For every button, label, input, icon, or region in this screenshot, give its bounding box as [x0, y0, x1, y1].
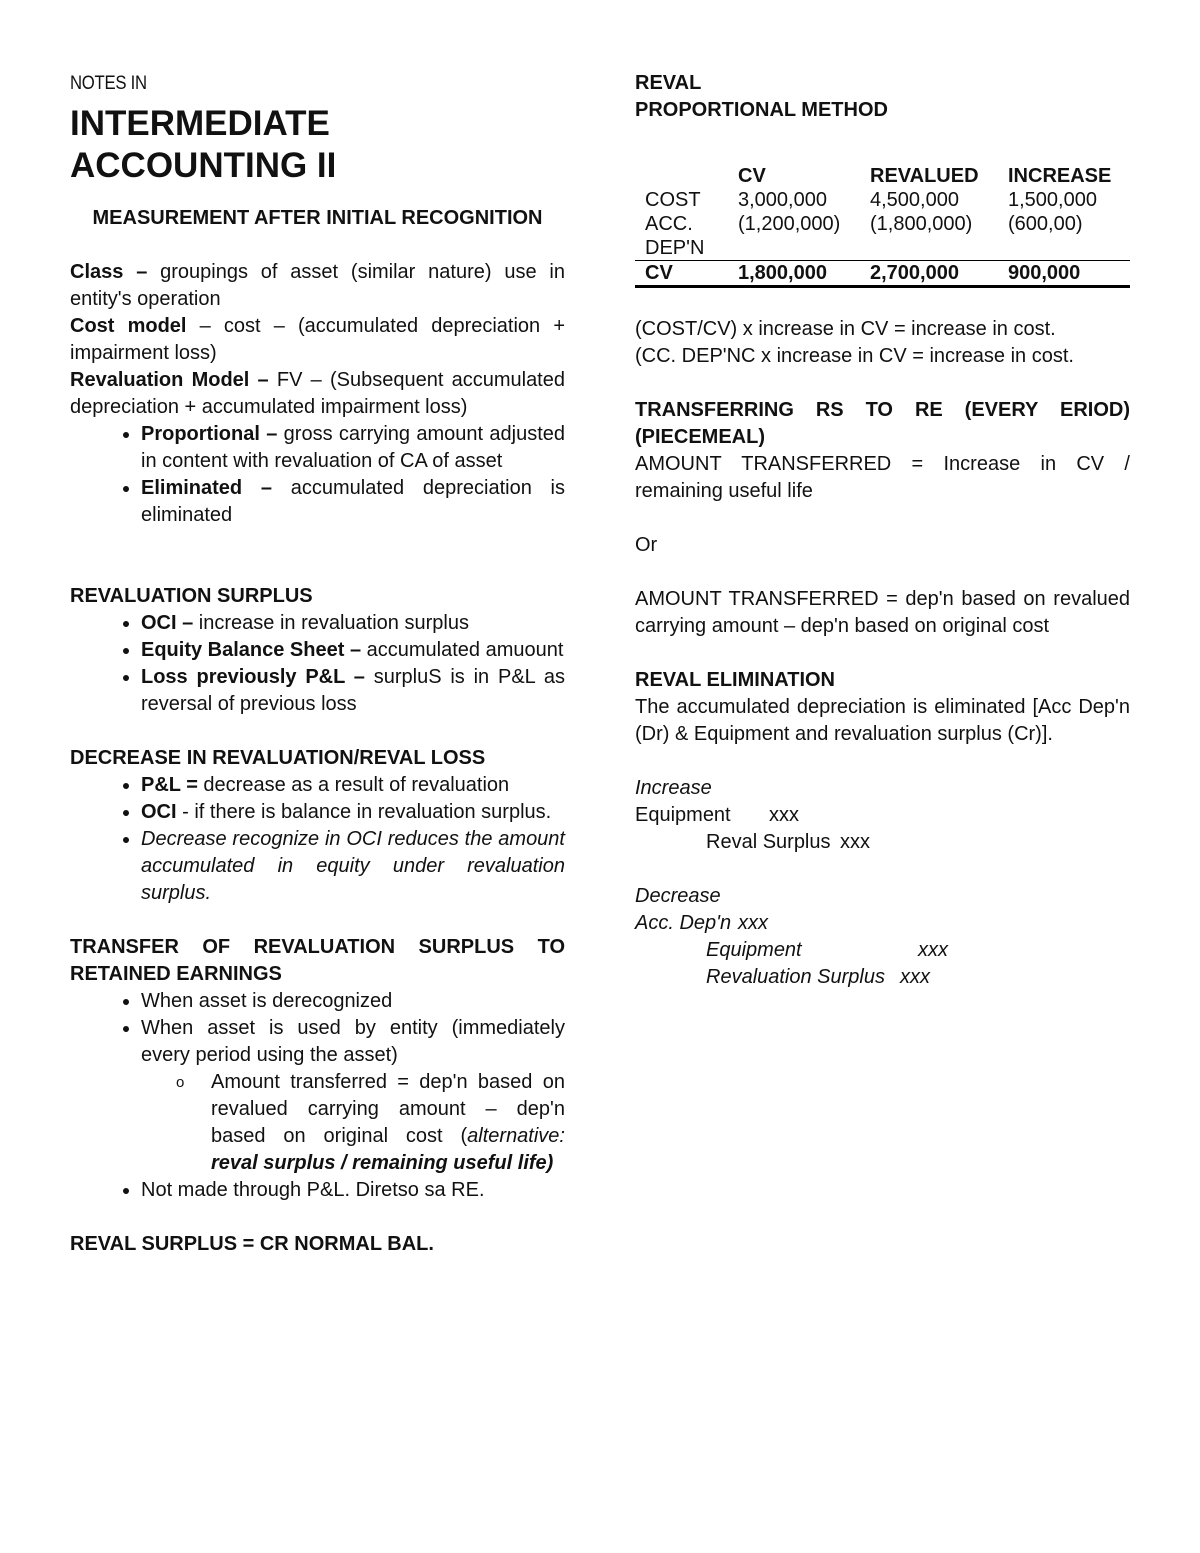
- list-item: • Proportional – gross carrying amount adjusted in content with revaluation of CA of asset: [141, 421, 565, 475]
- decrease-heading: DECREASE IN REVALUATION/REVAL LOSS: [70, 747, 486, 769]
- reval-heading: REVAL: [635, 72, 702, 94]
- table-header-cell: CV: [738, 165, 766, 187]
- proportional-table: [635, 164, 1130, 288]
- increase-entry-reval: Reval Surplus xxx: [706, 831, 870, 853]
- formula-cost: (COST/CV) x increase in CV = increase in cost.: [635, 318, 1056, 340]
- table-row: [635, 188, 1130, 212]
- amount-transferred-1: AMOUNT TRANSFERRED = Increase in CV / remaining useful life: [635, 453, 1130, 502]
- reval-elimination-heading: REVAL ELIMINATION: [635, 669, 835, 691]
- decrease-entry-acc-dep: Acc. Dep'n xxx: [635, 912, 768, 934]
- list-item: • Eliminated – accumulated depreciation is eliminated: [141, 475, 565, 529]
- revaluation-surplus-list: [70, 610, 565, 718]
- table-total-row: [635, 261, 1130, 287]
- transfer-heading: TRANSFER OF REVALUATION SURPLUS TO RETAINED EARNINGS: [70, 936, 565, 985]
- transfer-sublist: [141, 1069, 565, 1177]
- decrease-list: [70, 772, 565, 907]
- list-item: • Loss previously P&L – surpluS is in P&L as reversal of previous loss: [141, 664, 565, 718]
- table-cell: 1,800,000: [728, 261, 860, 287]
- table-cell: (1,800,000): [870, 213, 973, 235]
- table-header-cell: INCREASE: [1008, 165, 1112, 187]
- table-cell: 4,500,000: [870, 189, 959, 211]
- table-row: [635, 212, 1130, 261]
- table-cell: (1,200,000): [738, 213, 841, 235]
- table-cell: 900,000: [998, 261, 1130, 287]
- list-item: • P&L = decrease as a result of revaluation: [141, 772, 565, 799]
- table-cell: 1,500,000: [1008, 189, 1097, 211]
- document-title: [70, 103, 565, 187]
- transfer-list: [70, 988, 565, 1204]
- proportional-method-heading: PROPORTIONAL METHOD: [635, 99, 888, 121]
- table-cell: COST: [645, 189, 701, 211]
- cost-model-definition: Cost model – cost – (accumulated depreciation + impairment loss): [70, 315, 566, 364]
- list-item: • Equity Balance Sheet – accumulated amuount: [141, 637, 565, 664]
- list-item: • OCI – increase in revaluation surplus: [141, 610, 565, 637]
- table-cell: 3,000,000: [738, 189, 827, 211]
- reval-elimination-text: The accumulated depreciation is eliminated [Acc Dep'n (Dr) & Equipment and revaluation surplus (Cr)].: [635, 696, 1130, 745]
- right-column: [635, 70, 1130, 991]
- table-header-cell: REVALUED: [870, 165, 979, 187]
- list-item: • When asset is derecognized: [141, 988, 565, 1015]
- or-text: Or: [635, 534, 658, 556]
- table-cell: CV: [635, 261, 728, 287]
- class-definition: Class – groupings of asset (similar nature) use in entity's operation: [70, 261, 565, 310]
- decrease-label: Decrease: [635, 885, 721, 907]
- sublist-item: o Amount transferred = dep'n based on revalued carrying amount – dep'n based on original cost (alternative: reval surplus / remaining useful life): [211, 1069, 565, 1177]
- table-cell: (600,00): [1008, 213, 1083, 235]
- revaluation-model-list: [70, 421, 565, 529]
- table-cell: ACC. DEP'N: [645, 213, 705, 259]
- reval-surplus-normal-balance: REVAL SURPLUS = CR NORMAL BAL.: [70, 1233, 434, 1255]
- decrease-entry-equipment: Equipment xxx: [706, 939, 948, 961]
- formula-acc-dep: (CC. DEP'NC x increase in CV = increase in cost.: [635, 345, 1074, 367]
- list-item: • OCI - if there is balance in revaluation surplus.: [141, 799, 565, 826]
- measurement-heading: MEASUREMENT AFTER INITIAL RECOGNITION: [92, 207, 543, 229]
- title-line-2: ACCOUNTING II: [70, 146, 337, 185]
- left-column: [70, 70, 565, 1258]
- increase-label: Increase: [635, 777, 712, 799]
- table-header-row: [635, 164, 1130, 188]
- transferring-heading: TRANSFERRING RS TO RE (EVERY ERIOD) (PIECEMEAL): [635, 399, 1130, 448]
- list-item: • Not made through P&L. Diretso sa RE.: [141, 1177, 565, 1204]
- table-header-cell: [635, 164, 728, 188]
- notes-in-label: NOTES IN: [70, 73, 147, 94]
- decrease-entry-reval: Revaluation Surplus xxx: [706, 966, 930, 988]
- amount-transferred-2: AMOUNT TRANSFERRED = dep'n based on revalued carrying amount – dep'n based on original cost: [635, 588, 1130, 637]
- revaluation-surplus-heading: REVALUATION SURPLUS: [70, 585, 313, 607]
- title-line-1: INTERMEDIATE: [70, 104, 330, 143]
- list-item: • When asset is used by entity (immediately every period using the asset) o Amount transferred = dep'n based on revalued carrying amount – dep'n based on original cost (alternative: reval surplus / remaining useful life): [141, 1015, 565, 1177]
- table-cell: 2,700,000: [860, 261, 998, 287]
- increase-entry-equipment: Equipment xxx: [635, 804, 799, 826]
- revaluation-model-definition: Revaluation Model – FV – (Subsequent accumulated depreciation + accumulated impairment loss): [70, 369, 565, 418]
- list-item: • Decrease recognize in OCI reduces the amount accumulated in equity under revaluation surplus.: [141, 826, 565, 907]
